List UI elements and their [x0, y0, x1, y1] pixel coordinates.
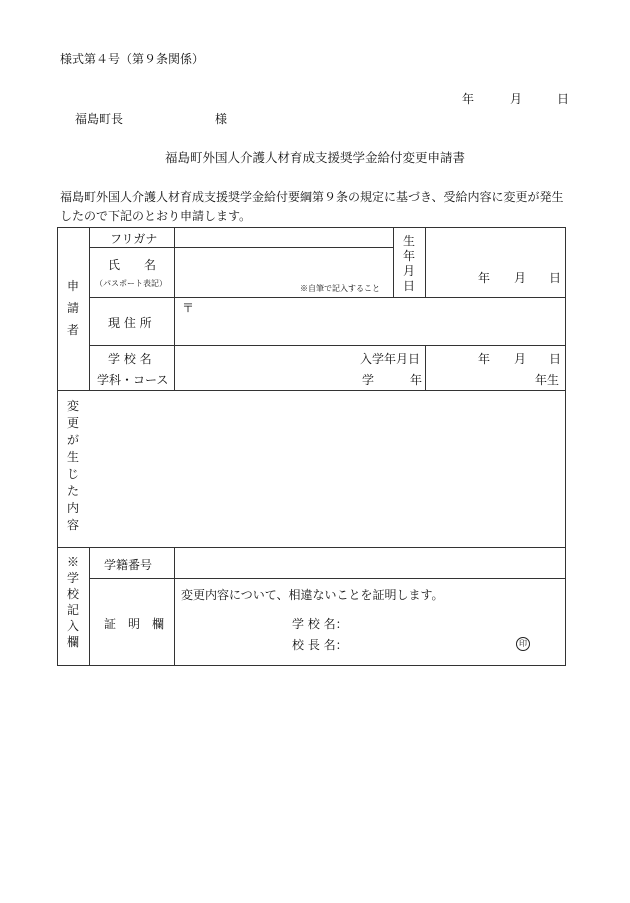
cert-principal-label: 校 長 名： — [292, 638, 348, 652]
birth-day-label: 日 — [549, 271, 562, 285]
name-row-border — [89, 297, 566, 298]
table-top-border — [57, 227, 566, 228]
document-title: 福島町外国人介護人材育成支援奨学金給付変更申請書 — [164, 150, 465, 165]
table-left-border — [57, 227, 58, 666]
grade-label: 学 年 — [362, 373, 423, 387]
address-field[interactable] — [196, 299, 562, 343]
school-name-label: 学 校 名 — [108, 352, 152, 366]
form-number: 様式第４号（第９条関係） — [60, 52, 205, 66]
date-year-label: 年 — [462, 92, 475, 106]
certification-statement: 変更内容について、相違ないことを証明します。 — [181, 588, 444, 602]
grade-suffix: 年生 — [535, 373, 560, 387]
handwriting-note: ※自筆で記入すること — [300, 284, 380, 293]
date-day-label: 日 — [557, 92, 570, 106]
school-section-label: ※学校記入欄 — [66, 555, 79, 649]
applicant-section-border — [57, 390, 566, 391]
applicant-field-divider — [174, 227, 175, 390]
enroll-day-label: 日 — [549, 352, 562, 366]
student-id-field[interactable] — [176, 549, 562, 576]
enroll-value-divider — [425, 345, 426, 390]
school-course-field[interactable] — [176, 347, 356, 388]
address-label: 現 住 所 — [108, 316, 152, 330]
change-content-field[interactable] — [92, 393, 562, 544]
date-month-label: 月 — [510, 92, 523, 106]
furigana-field[interactable] — [176, 229, 392, 246]
change-section-border — [57, 547, 566, 548]
course-label: 学科・コース — [97, 373, 169, 387]
name-sublabel: （パスポート表記） — [95, 279, 167, 288]
name-label: 氏 名 — [108, 258, 157, 272]
postal-mark: 〒 — [182, 301, 195, 315]
honorific: 様 — [215, 112, 228, 126]
birthdate-right-divider — [425, 227, 426, 297]
seal-mark: 印 — [516, 637, 530, 651]
addressee: 福島町長 — [75, 112, 124, 126]
student-id-row-border — [89, 578, 566, 579]
birthdate-label: 生年月日 — [402, 234, 415, 293]
table-bottom-border — [57, 665, 566, 666]
school-field-divider — [174, 547, 175, 665]
birth-year-label: 年 — [478, 271, 491, 285]
birthdate-left-divider — [393, 227, 394, 297]
enroll-month-label: 月 — [514, 352, 527, 366]
student-id-label: 学籍番号 — [104, 558, 153, 572]
intro-text: 福島町外国人介護人材育成支援奨学金給付要綱第９条の規定に基づき、受給内容に変更が発生したので下記のとおり申請します。 — [60, 190, 564, 223]
furigana-label: フリガナ — [110, 232, 158, 246]
enroll-date-label: 入学年月日 — [360, 352, 421, 366]
cert-school-name-label: 学 校 名： — [292, 617, 348, 631]
birth-month-label: 月 — [514, 271, 527, 285]
enroll-year-label: 年 — [478, 352, 491, 366]
certification-label: 証 明 欄 — [104, 617, 165, 631]
applicant-label-divider — [89, 227, 90, 390]
school-label-divider — [89, 547, 90, 665]
change-section-label: 変更が生じた内容 — [66, 399, 79, 532]
address-row-border — [89, 345, 566, 346]
furigana-row-border — [89, 247, 393, 248]
name-field[interactable] — [176, 249, 392, 279]
applicant-section-label: 申請者 — [66, 279, 79, 337]
table-right-border — [565, 227, 566, 666]
